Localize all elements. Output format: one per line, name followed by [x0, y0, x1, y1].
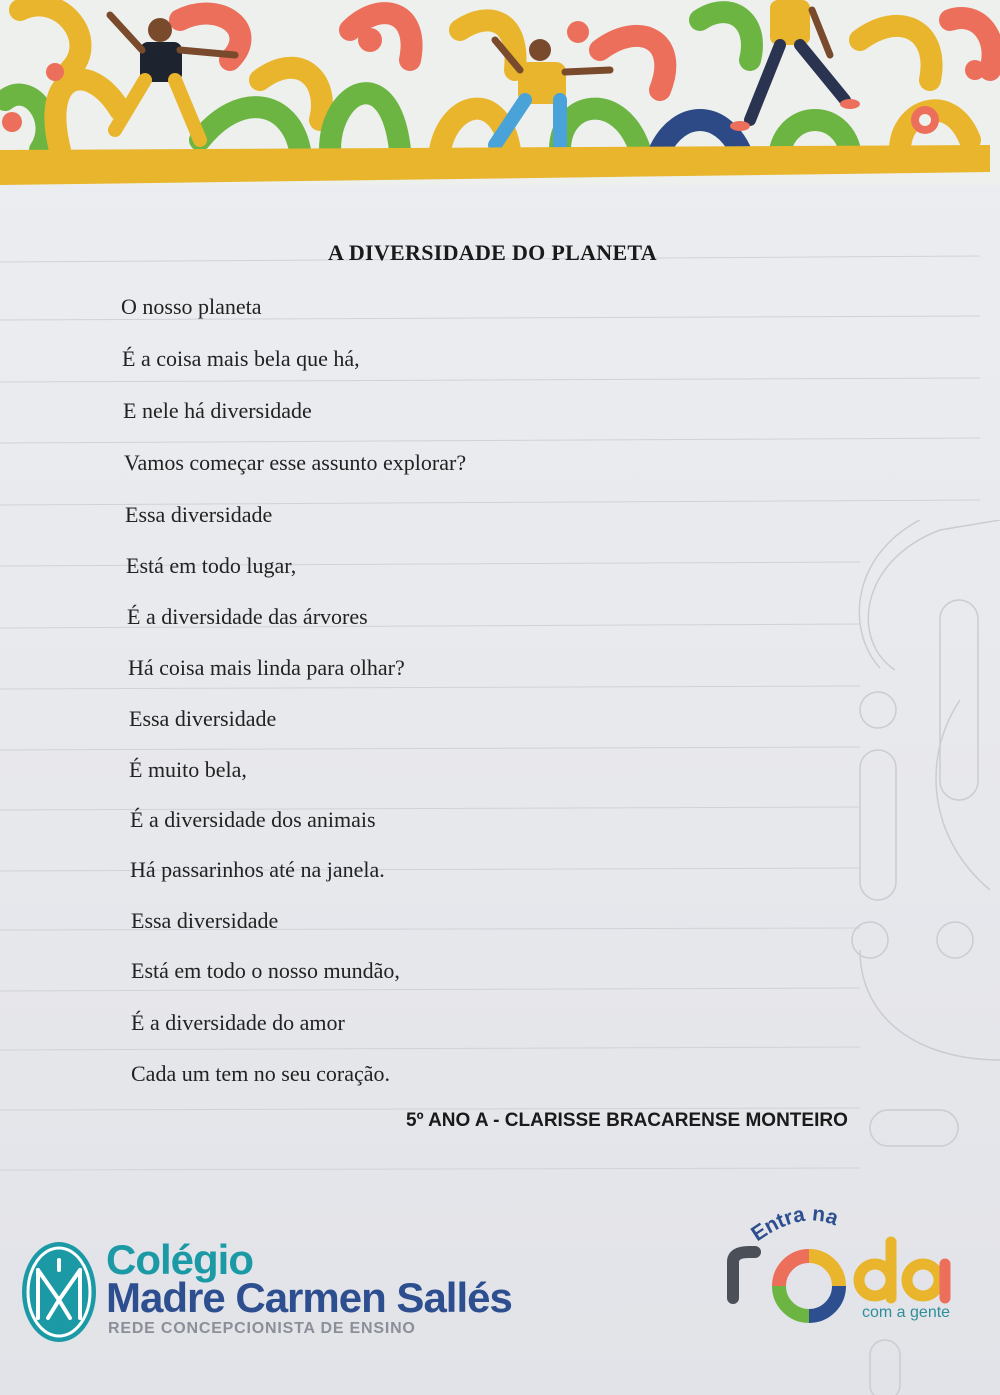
- poem-line: Está em todo o nosso mundão,: [131, 958, 400, 983]
- poem-line: É a diversidade do amor: [131, 1010, 345, 1035]
- poem-line: Vamos começar esse assunto explorar?: [124, 450, 467, 475]
- poem-line: É a diversidade dos animais: [130, 807, 376, 832]
- poem-title: A DIVERSIDADE DO PLANETA: [328, 240, 657, 265]
- poem-line: Cada um tem no seu coração.: [131, 1061, 391, 1086]
- poem-line: Há coisa mais linda para olhar?: [128, 655, 405, 680]
- school-name-line2: Madre Carmen Sallés: [106, 1274, 512, 1321]
- school-network: REDE CONCEPCIONISTA DE ENSINO: [108, 1320, 416, 1337]
- poem-line: O nosso planeta: [121, 294, 262, 319]
- poem-line: Essa diversidade: [129, 706, 277, 731]
- poem-line: É a diversidade das árvores: [127, 604, 368, 629]
- school-emblem-icon: [20, 1240, 98, 1344]
- author-credit: 5º ANO A - CLARISSE BRACARENSE MONTEIRO: [406, 1110, 848, 1131]
- poem-line: Essa diversidade: [125, 502, 273, 527]
- poem-line: Está em todo lugar,: [126, 553, 297, 578]
- poem-line: Há passarinhos até na janela.: [130, 857, 385, 882]
- poem-line: E nele há diversidade: [123, 398, 312, 423]
- header-banner-illustration: [0, 0, 1000, 185]
- school-logo: [20, 1238, 540, 1348]
- poem-line: Essa diversidade: [131, 908, 279, 933]
- poem-line: É a coisa mais bela que há,: [122, 346, 360, 371]
- campaign-logo: [725, 1200, 970, 1340]
- campaign-tagline: com a gente: [862, 1304, 951, 1321]
- poem-line: É muito bela,: [129, 757, 247, 782]
- campaign-arc-text: Entra na: [747, 1202, 842, 1246]
- school-name-line1: Colégio: [106, 1236, 253, 1283]
